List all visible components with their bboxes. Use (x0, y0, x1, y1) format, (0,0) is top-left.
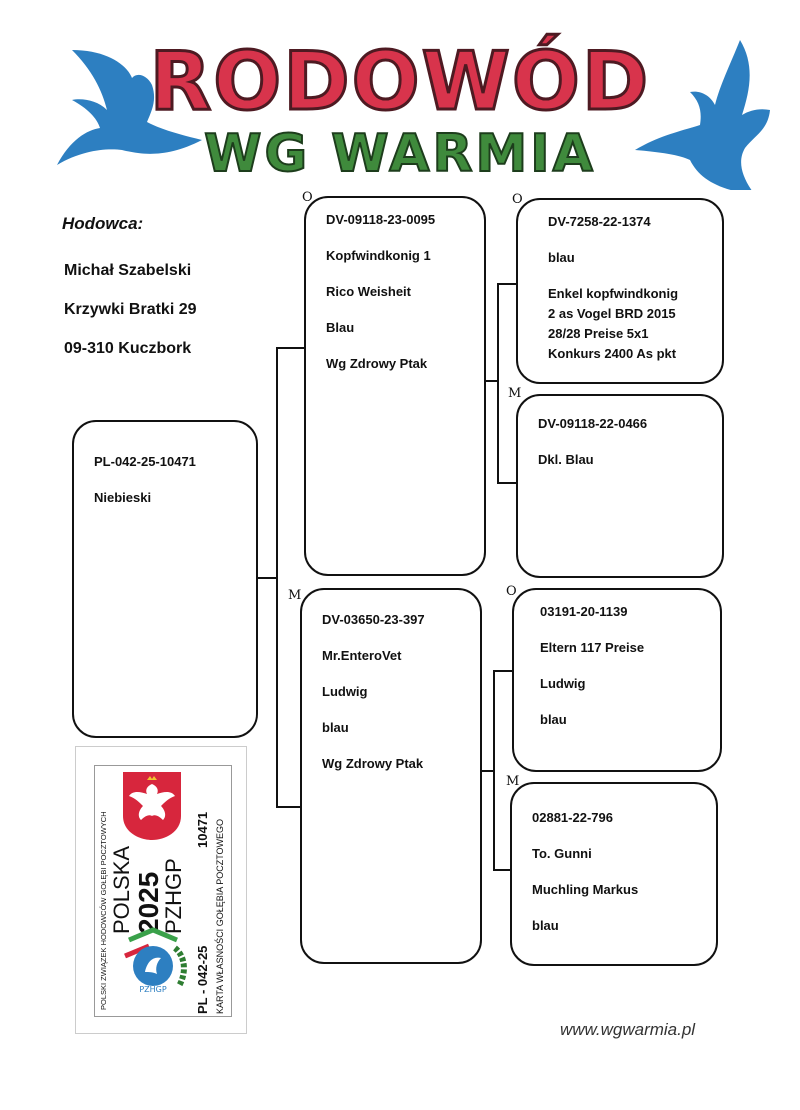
ownership-card-frame (94, 765, 232, 1017)
connector-line (497, 283, 499, 483)
pigeon-box (72, 420, 258, 738)
connector-line (276, 347, 304, 349)
dam-line: Mr.EnteroVet (322, 648, 402, 663)
sire-dam-ring: DV-09118-22-0466 (538, 416, 648, 431)
dam-dam-line: To. Gunni (532, 846, 592, 861)
pigeon-ring: PL-042-25-10471 (94, 454, 196, 469)
sire-dam-box (516, 394, 724, 578)
sire-dam-line: Dkl. Blau (538, 452, 594, 467)
dam-line: Ludwig (322, 684, 368, 699)
dam-dam-box (510, 782, 718, 966)
dam-box (300, 588, 482, 964)
breeder-city: 09-310 Kuczbork (64, 340, 192, 357)
pzhgp-logo-icon (119, 926, 193, 998)
card-org: PZHGP (161, 858, 186, 934)
sire-sire-note: Konkurs 2400 As pkt (548, 346, 677, 361)
card-footer: KARTA WŁASNOŚCI GOŁĘBIA POCZTOWEGO (215, 818, 225, 1014)
dam-dam-ring: 02881-22-796 (532, 810, 613, 825)
pigeon-color: Niebieski (94, 490, 152, 505)
sire-line: Blau (326, 320, 355, 335)
sire-line: Kopfwindkonig 1 (326, 248, 431, 263)
dam-sire-box (512, 588, 722, 772)
sire-line: Rico Weisheit (326, 284, 412, 299)
dam-dam-line: blau (532, 918, 559, 933)
sire-sex-label: O (302, 190, 313, 205)
connector-line (256, 577, 276, 579)
dam-line: blau (322, 720, 349, 735)
dam-sire-line: Eltern 117 Preise (540, 640, 645, 655)
connector-line (497, 482, 517, 484)
page-subtitle: WG WARMIA (204, 124, 596, 184)
website-link[interactable]: www.wgwarmia.pl (560, 1020, 696, 1039)
connector-line (493, 670, 495, 870)
connector-line (480, 770, 494, 772)
card-country: POLSKA (109, 845, 134, 934)
sire-sire-line: blau (548, 250, 575, 265)
sire-box (304, 196, 486, 576)
sire-dam-sex-label: M (508, 386, 522, 401)
breeder-address: Krzywki Bratki 29 (64, 301, 197, 318)
sire-line: Wg Zdrowy Ptak (326, 356, 428, 371)
dam-line: Wg Zdrowy Ptak (322, 756, 424, 771)
connector-line (493, 670, 513, 672)
dam-dam-line: Muchling Markus (532, 882, 639, 897)
polish-eagle-emblem-icon (119, 770, 185, 842)
dam-ring: DV-03650-23-397 (322, 612, 425, 627)
dam-sire-line: Ludwig (540, 676, 586, 691)
sire-ring: DV-09118-23-0095 (326, 212, 436, 227)
sire-sire-note: 2 as Vogel BRD 2015 (548, 306, 676, 321)
connector-line (276, 806, 300, 808)
connector-line (497, 283, 517, 285)
sire-sire-note: 28/28 Preise 5x1 (548, 326, 649, 341)
dam-sire-sex-label: O (506, 584, 517, 599)
connector-line (276, 347, 278, 807)
connector-line (484, 380, 498, 382)
sire-sire-box (516, 198, 724, 384)
card-ring-prefix: PL - 042-25 (195, 945, 210, 1014)
sire-sire-note: Enkel kopfwindkonig (548, 286, 679, 301)
sire-sire-sex-label: O (512, 192, 523, 207)
page-title: RODOWÓD (149, 35, 651, 128)
card-union-name: POLSKI ZWIĄZEK HODOWCÓW GOŁĘBI POCZTOWYCH (99, 811, 108, 1010)
breeder-label: Hodowca: (62, 214, 144, 233)
card-number: 10471 (195, 811, 210, 848)
card-year: 2025 (133, 871, 164, 934)
breeder-name: Michał Szabelski (64, 262, 192, 279)
pzhgp-logo-text: PZHGP (139, 985, 167, 994)
dam-sire-ring: 03191-20-1139 (540, 604, 628, 619)
dam-dam-sex-label: M (506, 774, 520, 789)
dam-sire-line: blau (540, 712, 567, 727)
sire-sire-ring: DV-7258-22-1374 (548, 214, 651, 229)
dam-sex-label: M (288, 588, 302, 603)
ownership-card (75, 746, 247, 1034)
